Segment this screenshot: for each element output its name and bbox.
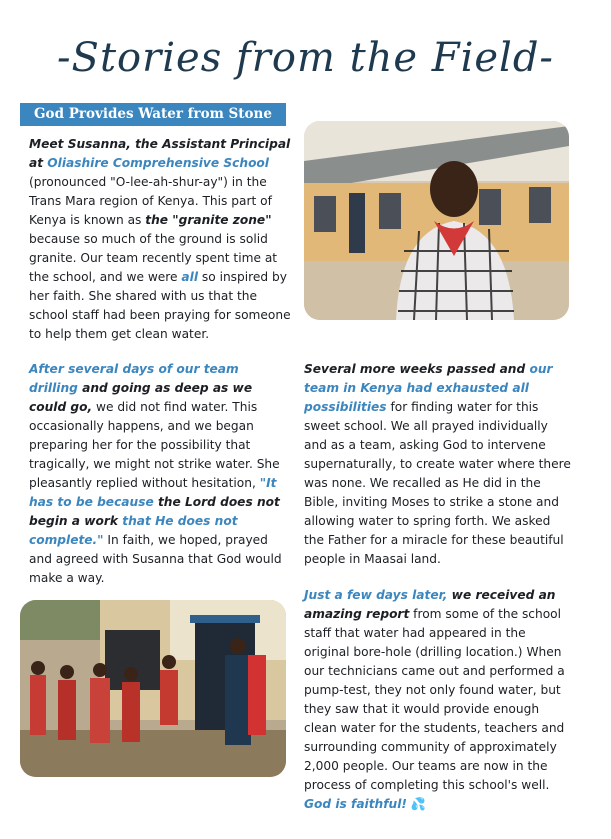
quote-part-1: "It has to be because (29, 476, 277, 509)
masthead-title: -Stories from the Field- (57, 35, 554, 81)
intro-lead: Meet Susanna, the Assistant Principal at (29, 137, 291, 170)
paragraph-text: (pronounced "O-lee-ah-shur-ay") in the Trans Mara region of Kenya. This part of Kenya is known as (29, 175, 272, 227)
article-paragraph-2 (29, 360, 291, 588)
drilling-lead-cont: and going as deep as we could go, (29, 381, 253, 414)
school-name: Oliashire Comprehensive School (47, 156, 269, 170)
article-paragraph-4 (304, 586, 572, 814)
paragraph-text: we did not find water. This occasionally happens, and we began preparing her for the possibility that tragically, we might not strike water. She pleasantly replied without hesitation, (29, 400, 280, 490)
amazing-report: we received an amazing report (304, 588, 556, 621)
team-exhausted: our team in Kenya had exhausted all possibilities (304, 362, 553, 414)
paragraph-text: for finding water for this sweet school. We all prayed individually and as a team, asking God to intervene supernaturally, to create water where there was none. We recalled as He did in the Bible, inviting Moses to strike a stone and allowing water to spring forth. We asked the Father for a miracle for these beautiful people in Maasai land. (304, 400, 571, 566)
article-paragraph-3 (304, 360, 572, 569)
weeks-lead: Several more weeks passed and (304, 362, 530, 376)
drilling-lead: After several days of our team drilling (29, 362, 239, 395)
paragraph-text: In faith, we hoped, prayed and agreed with Susanna that God would make a way. (29, 533, 282, 585)
emphasis-all: all (181, 270, 199, 284)
god-is-faithful: God is faithful! (304, 797, 407, 811)
water-drops-icon: 💦 (406, 797, 427, 811)
article-paragraph-1 (29, 135, 291, 344)
few-days-later: Just a few days later, (304, 588, 448, 602)
paragraph-text: because so much of the ground is solid granite. Our team recently spent time at the school, and we were (29, 232, 278, 284)
section-header: God Provides Water from Stone (20, 103, 286, 126)
quote-part-3: that He does not complete." (29, 514, 238, 547)
quote-part-2: the Lord does not begin a work (29, 495, 280, 528)
photo-students (20, 600, 286, 777)
paragraph-text: from some of the school staff that water had appeared in the original bore-hole (drilling location.) When our technicians came out and performed a pump-test, they not only found water, but they saw that it would provide enough clean water for the students, teachers and surrounding community of approximately 2,000 people. Our teams are now in the process of completing this school's well. (304, 607, 565, 792)
granite-zone-text: the "granite zone" (145, 213, 272, 227)
paragraph-text: so inspired by her faith. She shared with us that the school staff had been praying for someone to help them get clean water. (29, 270, 291, 341)
photo-susanna (304, 121, 569, 320)
